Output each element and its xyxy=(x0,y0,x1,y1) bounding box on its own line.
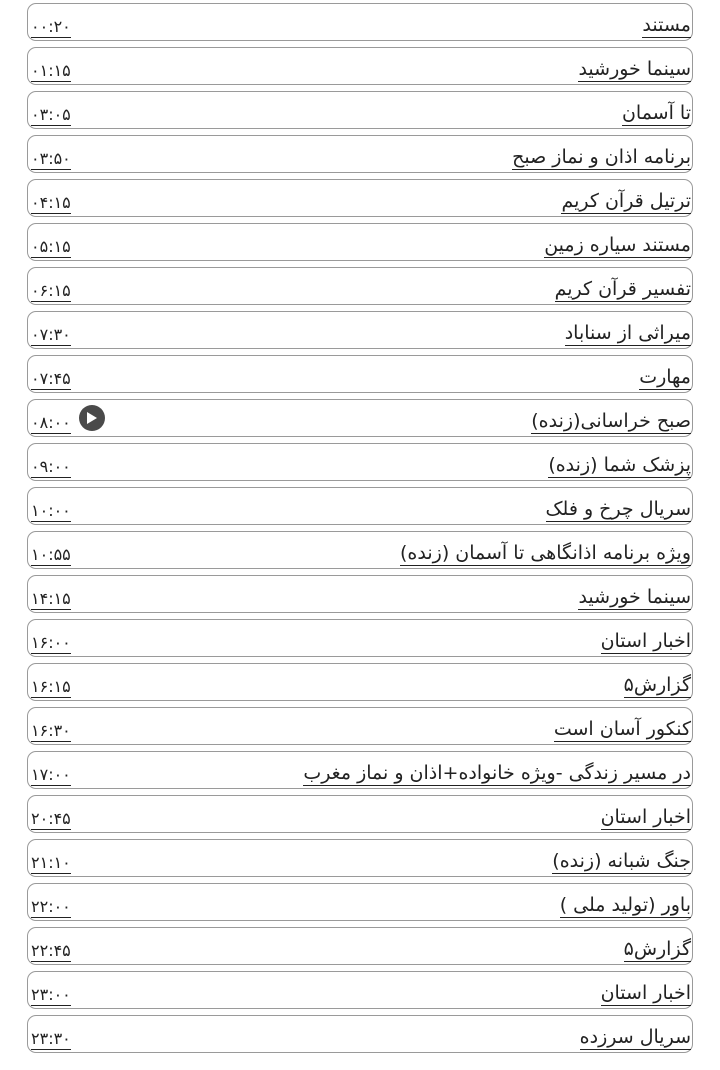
program-time: ۰۷:۴۵ xyxy=(31,368,71,388)
time-wrap xyxy=(31,356,71,392)
schedule-row[interactable] xyxy=(27,1015,693,1053)
time-wrap xyxy=(31,796,71,832)
time-wrap xyxy=(31,444,71,480)
program-title: اخبار استان xyxy=(600,806,691,828)
program-time: ۰۸:۰۰ xyxy=(31,412,71,432)
schedule-row[interactable] xyxy=(27,751,693,789)
schedule-row[interactable] xyxy=(27,795,693,833)
program-title: میراثی از سناباد xyxy=(564,322,691,344)
program-title: در مسیر زندگی -ویژه خانواده+اذان و نماز مغرب xyxy=(303,762,691,784)
time-wrap xyxy=(31,708,71,744)
time-wrap xyxy=(31,972,71,1008)
time-wrap xyxy=(31,180,71,216)
program-time: ۲۲:۴۵ xyxy=(31,940,71,960)
program-time: ۰۴:۱۵ xyxy=(31,192,71,212)
program-time: ۲۳:۳۰ xyxy=(31,1028,71,1048)
program-title: باور (تولید ملی ) xyxy=(559,894,691,916)
schedule-row[interactable] xyxy=(27,443,693,481)
schedule-row[interactable] xyxy=(27,91,693,129)
schedule-row[interactable] xyxy=(27,179,693,217)
time-wrap xyxy=(31,576,71,612)
time-wrap xyxy=(31,620,71,656)
schedule-row-live[interactable] xyxy=(27,399,693,437)
program-time: ۱۷:۰۰ xyxy=(31,764,71,784)
program-time: ۰۳:۰۵ xyxy=(31,104,71,124)
program-time: ۲۱:۱۰ xyxy=(31,852,71,872)
program-title: تفسیر قرآن کریم xyxy=(554,278,691,300)
program-title: مستند سیاره زمین xyxy=(544,234,691,256)
schedule-row[interactable] xyxy=(27,619,693,657)
program-time: ۱۶:۰۰ xyxy=(31,632,71,652)
program-time: ۰۰:۲۰ xyxy=(31,16,71,36)
schedule-row[interactable] xyxy=(27,707,693,745)
schedule-row[interactable] xyxy=(27,267,693,305)
schedule-row[interactable] xyxy=(27,575,693,613)
program-title: سریال چرخ و فلک xyxy=(545,498,691,520)
time-wrap xyxy=(31,92,71,128)
time-wrap xyxy=(31,664,71,700)
program-title: جنگ شبانه (زنده) xyxy=(552,850,691,872)
program-title: صبح خراسانی(زنده) xyxy=(531,410,691,432)
time-wrap xyxy=(31,840,71,876)
time-wrap xyxy=(31,312,71,348)
time-wrap xyxy=(31,532,71,568)
program-title: ترتیل قرآن کریم xyxy=(561,190,691,212)
schedule-row[interactable] xyxy=(27,223,693,261)
play-icon[interactable] xyxy=(79,405,105,431)
program-time: ۲۲:۰۰ xyxy=(31,896,71,916)
program-title: سریال سرزده xyxy=(579,1026,691,1048)
schedule-row[interactable] xyxy=(27,487,693,525)
program-title: گزارش۵ xyxy=(623,938,691,960)
program-time: ۰۳:۵۰ xyxy=(31,148,71,168)
program-title: اخبار استان xyxy=(600,982,691,1004)
program-time: ۲۳:۰۰ xyxy=(31,984,71,1004)
program-title: اخبار استان xyxy=(600,630,691,652)
program-title: مهارت xyxy=(639,366,691,388)
program-title: سینما خورشید xyxy=(578,586,691,608)
program-time: ۱۶:۱۵ xyxy=(31,676,71,696)
time-wrap xyxy=(31,928,71,964)
program-time: ۱۰:۵۵ xyxy=(31,544,71,564)
schedule-row[interactable] xyxy=(27,971,693,1009)
program-title: گزارش۵ xyxy=(623,674,691,696)
time-wrap xyxy=(31,400,105,436)
program-time: ۰۶:۱۵ xyxy=(31,280,71,300)
time-wrap xyxy=(31,224,71,260)
time-wrap xyxy=(31,488,71,524)
time-wrap xyxy=(31,268,71,304)
program-time: ۰۱:۱۵ xyxy=(31,60,71,80)
program-title: کنکور آسان است xyxy=(553,718,691,740)
program-title: سینما خورشید xyxy=(578,58,691,80)
program-time: ۱۰:۰۰ xyxy=(31,500,71,520)
program-time: ۱۶:۳۰ xyxy=(31,720,71,740)
time-wrap xyxy=(31,48,71,84)
schedule-row[interactable] xyxy=(27,311,693,349)
schedule-row[interactable] xyxy=(27,839,693,877)
program-title: ویژه برنامه اذانگاهی تا آسمان (زنده) xyxy=(400,542,691,564)
time-wrap xyxy=(31,4,71,40)
program-time: ۰۷:۳۰ xyxy=(31,324,71,344)
program-title: مستند xyxy=(642,14,691,36)
time-wrap xyxy=(31,1016,71,1052)
schedule-row[interactable] xyxy=(27,47,693,85)
schedule-row[interactable] xyxy=(27,663,693,701)
program-title: برنامه اذان و نماز صبح xyxy=(512,146,691,168)
program-title: تا آسمان xyxy=(621,102,691,124)
schedule-row[interactable] xyxy=(27,531,693,569)
program-time: ۰۹:۰۰ xyxy=(31,456,71,476)
schedule-row[interactable] xyxy=(27,355,693,393)
time-wrap xyxy=(31,136,71,172)
schedule-row[interactable] xyxy=(27,3,693,41)
program-time: ۱۴:۱۵ xyxy=(31,588,71,608)
time-wrap xyxy=(31,884,71,920)
schedule-row[interactable] xyxy=(27,927,693,965)
program-time: ۲۰:۴۵ xyxy=(31,808,71,828)
schedule-row[interactable] xyxy=(27,135,693,173)
time-wrap xyxy=(31,752,71,788)
schedule-row[interactable] xyxy=(27,883,693,921)
program-title: پزشک شما (زنده) xyxy=(548,454,691,476)
program-time: ۰۵:۱۵ xyxy=(31,236,71,256)
